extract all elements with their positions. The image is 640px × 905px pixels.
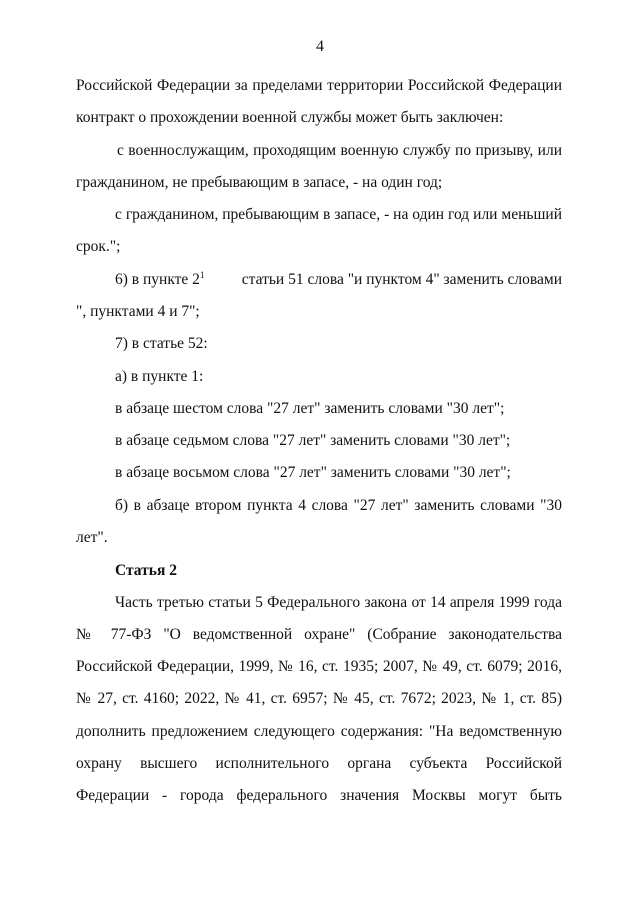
text-line-with-superscript — [115, 270, 562, 290]
text-line: в абзаце восьмом слова "27 лет" заменить словами "30 лет"; — [115, 464, 511, 481]
text-line: контракт о прохождении военной службы может быть заключен: — [76, 109, 504, 126]
text-line: с военнослужащим, проходящим военную службу по призыву, или — [117, 142, 562, 159]
text-line: с гражданином, пребывающим в запасе, - на один год или меньший — [115, 206, 562, 223]
article-heading: Статья 2 — [115, 562, 177, 579]
text-line: Российской Федерации, 1999, № 16, ст. 1935; 2007, № 49, ст. 6079; 2016, — [76, 658, 562, 675]
text-line: ", пунктами 4 и 7"; — [76, 303, 200, 320]
text-line: срок."; — [76, 238, 121, 255]
text-line: в абзаце седьмом слова "27 лет" заменить словами "30 лет"; — [115, 432, 511, 449]
text-line: в абзаце шестом слова "27 лет" заменить словами "30 лет"; — [115, 400, 505, 417]
text-line: б) в абзаце втором пункта 4 слова "27 лет" заменить словами "30 — [115, 497, 562, 514]
text-line: Часть третью статьи 5 Федерального закона от 14 апреля 1999 года — [115, 594, 562, 611]
text-line: охрану высшего исполнительного органа субъекта Российской — [76, 755, 562, 772]
text-line: а) в пункте 1: — [115, 368, 204, 385]
amendment-item-text: статьи 51 слова "и пунктом 4" заменить словами — [241, 271, 562, 288]
text-line: 7) в статье 52: — [115, 335, 208, 352]
text-line: гражданином, не пребывающим в запасе, - на один год; — [76, 174, 443, 191]
text-line: Федерации - города федерального значения Москвы могут быть — [76, 787, 562, 804]
text-line: № 77-ФЗ "О ведомственной охране" (Собрание законодательства — [76, 626, 562, 643]
superscript: 1 — [199, 270, 205, 280]
amendment-item-text: 6) в пункте $2^1$ — [115, 270, 205, 288]
text-line: № 27, ст. 4160; 2022, № 41, ст. 6957; № 45, ст. 7672; 2023, № 1, ст. 85) — [76, 690, 562, 707]
text-line: дополнить предложением следующего содержания: "На ведомственную — [76, 723, 562, 740]
page-number: 4 — [316, 38, 324, 55]
text-line: Российской Федерации за пределами территории Российской Федерации — [76, 77, 562, 94]
text-line: лет". — [76, 529, 108, 546]
